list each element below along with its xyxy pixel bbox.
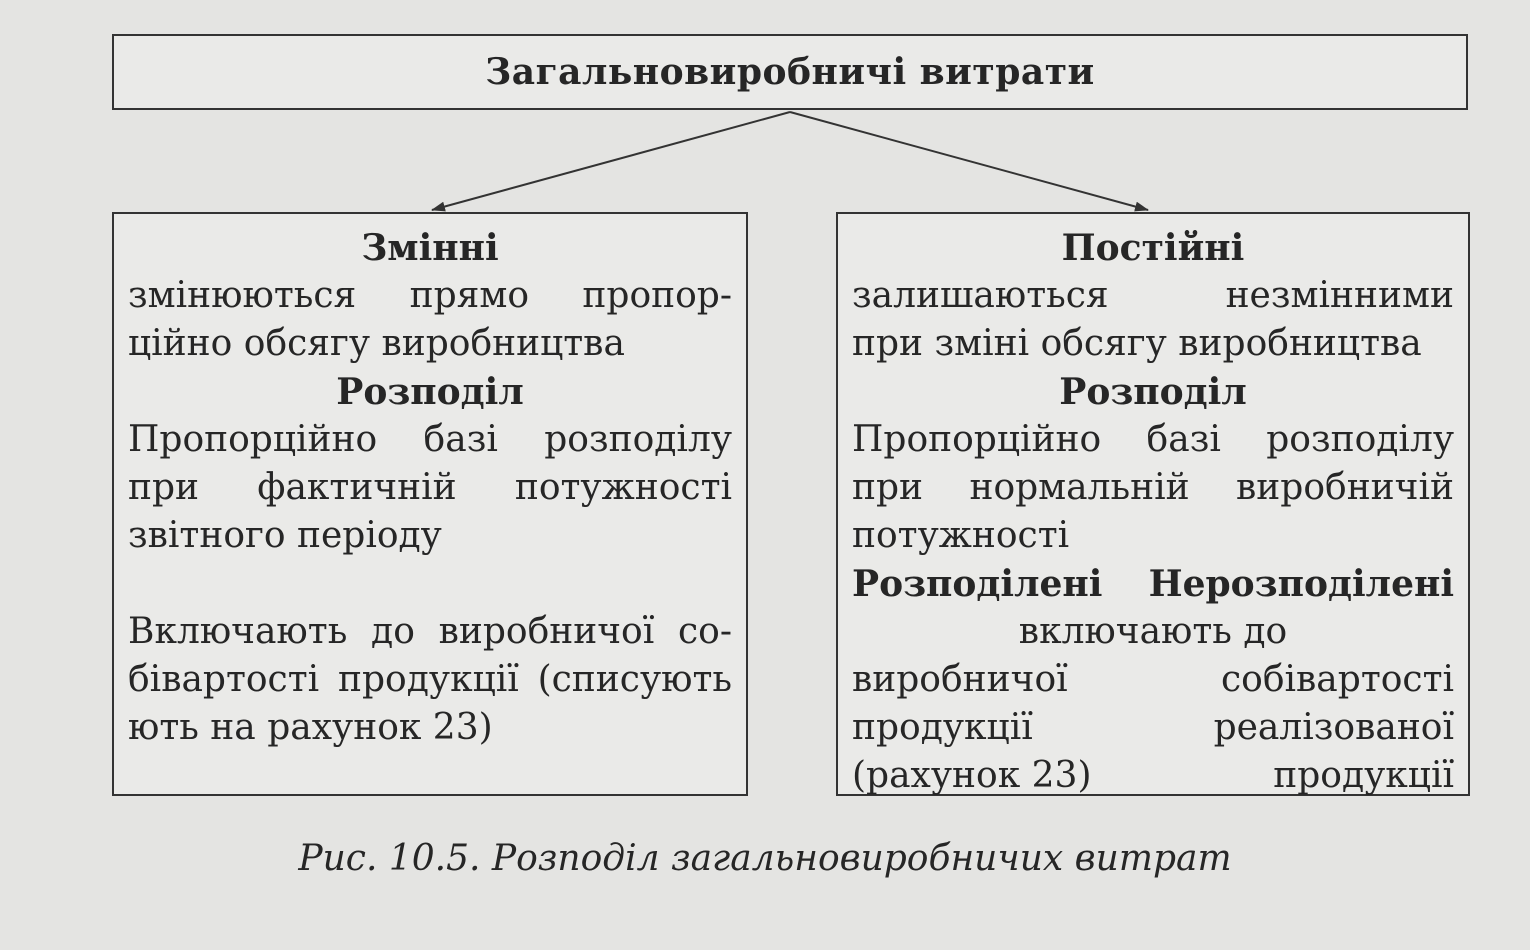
fixed-costs-box [836, 212, 1470, 796]
inclusion-row [852, 704, 1454, 752]
unallocated-inclusion-text: продукції [1273, 755, 1454, 796]
allocated-label: Розподілені [852, 563, 1103, 605]
variable-inclusion-line: ють на рахунок 23) [128, 707, 493, 748]
allocation-split-header [852, 560, 1454, 608]
allocated-inclusion-text: продукції [852, 707, 1033, 748]
variable-costs-box [112, 212, 748, 796]
inclusion-row [852, 752, 1454, 800]
arrow-to-fixed [790, 112, 1148, 210]
figure-caption: Рис. 10.5. Розподіл загальновиробничих витрат [298, 838, 1232, 879]
fixed-distribution-line: Пропорційно базі розподілу [852, 419, 1454, 460]
fixed-distribution-line: потужності [852, 515, 1070, 556]
unallocated-label: Нерозподілені [1148, 563, 1454, 605]
spacer [128, 560, 732, 608]
variable-desc-line: змінюються прямо пропор- [128, 275, 732, 316]
allocated-inclusion-text: (рахунок 23) [852, 755, 1092, 796]
variable-inclusion-line: бівартості продукції (списують [128, 659, 732, 700]
variable-distribution-title: Розподіл [336, 371, 524, 413]
fixed-desc-line: при зміні обсягу виробництва [852, 323, 1422, 364]
overhead-costs-title: Загальновиробничі витрати [485, 51, 1095, 93]
variable-costs-title: Змінні [361, 227, 499, 269]
variable-desc-line: ційно обсягу виробництва [128, 323, 625, 364]
fixed-costs-title: Постійні [1061, 227, 1245, 269]
fixed-distribution-line: при нормальній виробничій [852, 467, 1454, 508]
unallocated-inclusion-text: собівартості [1221, 659, 1454, 700]
fixed-desc-line: залишаються незмінними [852, 275, 1454, 316]
inclusion-row [852, 656, 1454, 704]
variable-distribution-line: звітного періоду [128, 515, 442, 556]
variable-distribution-line: Пропорційно базі розподілу [128, 419, 732, 460]
variable-distribution-line: при фактичній потужності [128, 467, 732, 508]
fixed-distribution-title: Розподіл [1059, 371, 1247, 413]
allocated-inclusion-text: виробничої [852, 659, 1068, 700]
arrow-to-variable [432, 112, 790, 210]
variable-inclusion-line: Включають до виробничої со- [128, 611, 732, 652]
overhead-costs-box [112, 34, 1468, 110]
unallocated-inclusion-text: реалізованої [1213, 707, 1454, 748]
inclusion-head: включають до [1018, 611, 1288, 652]
